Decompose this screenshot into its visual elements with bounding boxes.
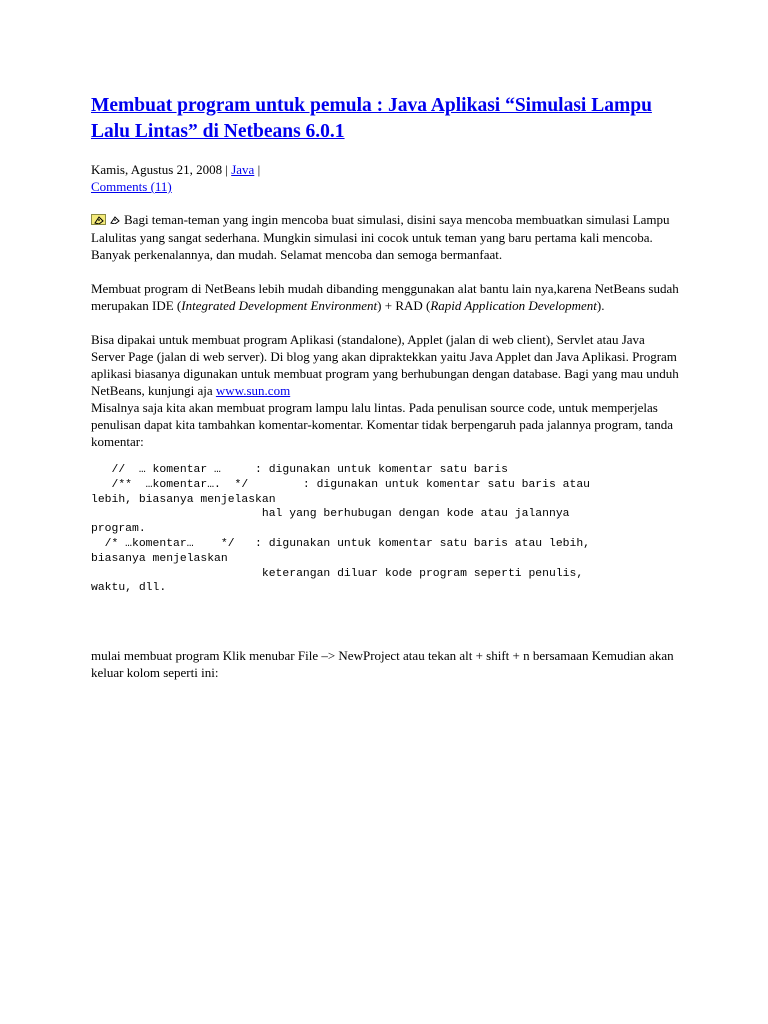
sun-link[interactable]: www.sun.com	[215, 383, 291, 398]
wink-smiley-icon	[107, 214, 122, 225]
comment-code-block: // … komentar … : digunakan untuk komentar satu baris /** …komentar…. */ : digunakan untuk komentar satu baris atau lebih, biasanya menjelaskan hal yang berhubugan dengan kode atau jalannya program. /* …komentar… */ : digunakan untuk komentar satu baris atau lebih, biasanya menjelaskan keterangan diluar kode program seperti penulis, waktu, dll.	[91, 464, 590, 595]
meta-separator: |	[254, 162, 261, 177]
usage-text-1: Bisa dipakai untuk membuat program Aplikasi (standalone), Applet (jalan di web client), Servlet atau Java Server Page (jalan di web server). Di blog yang akan dipraktekkan yaitu Java Applet dan Java Aplikasi. Program aplikasi biasanya digunakan untuk membuat program yang berhubungan dengan database. Bagi yang mau unduh NetBeans, kunjungi aja	[91, 332, 679, 398]
article-title[interactable]: Membuat program untuk pemula : Java Aplikasi “Simulasi Lampu Lalu Lintas” di Netbeans 6.0.1	[91, 95, 652, 142]
post-meta	[91, 161, 681, 195]
netbeans-paragraph	[91, 280, 681, 314]
category-link[interactable]: Java	[231, 162, 255, 177]
netbeans-text-2: ) + RAD (	[377, 298, 431, 313]
netbeans-text-3: ).	[596, 298, 605, 313]
smiley-icons	[91, 212, 123, 229]
netbeans-text-1: Membuat program di NetBeans lebih mudah dibanding menggunakan alat bantu lain nya,karena NetBeans sudah merupakan IDE (	[91, 281, 679, 313]
usage-text-2: Misalnya saja kita akan membuat program lampu lalu lintas. Pada penulisan source code, untuk memperjelas penulisan dapat kita tambahkan komentar-komentar. Komentar tidak berpengaruh pada jalannya program, tanda komentar:	[91, 400, 673, 449]
intro-text: Bagi teman-teman yang ingin mencoba buat simulasi, disini saya mencoba membuatkan simulasi Lampu Lalulitas yang sangat sederhana. Mungkin simulasi ini cocok untuk teman yang baru pertama kali mencoba. Banyak perkenalannya, dan mudah. Selamat mencoba dan semoga bermanfaat.	[91, 212, 670, 262]
usage-paragraph	[91, 331, 681, 450]
article	[91, 93, 681, 681]
rad-term: Rapid Application Development	[430, 298, 597, 313]
comments-link[interactable]: Comments (11)	[91, 179, 172, 194]
wink-smiley-icon	[91, 214, 106, 225]
post-date: Kamis, Agustus 21, 2008 |	[91, 162, 232, 177]
intro-paragraph	[91, 211, 681, 263]
outro-paragraph: mulai membuat program Klik menubar File –> NewProject atau tekan alt + shift + n bersamaan Kemudian akan keluar kolom seperti ini:	[91, 648, 674, 681]
ide-term: Integrated Development Environment	[181, 298, 378, 313]
